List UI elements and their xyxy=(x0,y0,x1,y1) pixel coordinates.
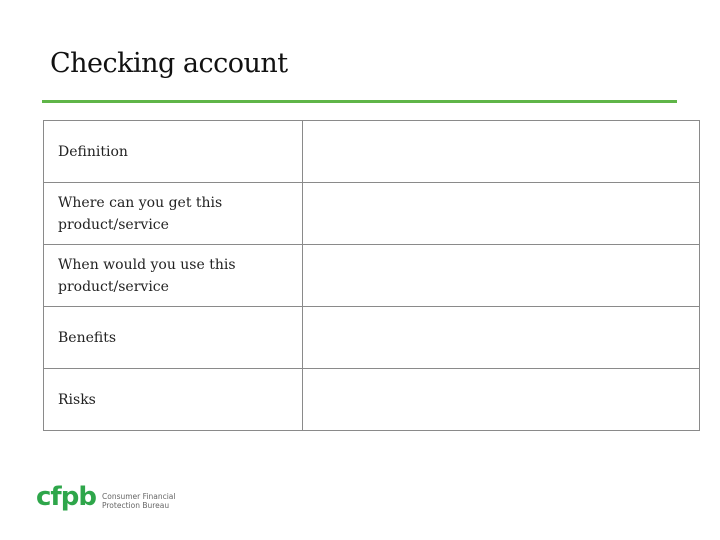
cfpb-logo-mark: cfpb xyxy=(36,482,96,512)
cfpb-logo-line-2: Protection Bureau xyxy=(102,501,170,510)
title-divider xyxy=(42,100,677,103)
table-row xyxy=(44,369,700,431)
answer-cell-where xyxy=(303,183,700,245)
worksheet-table xyxy=(43,120,700,431)
answer-cell-benefits xyxy=(303,307,700,369)
table-row xyxy=(44,307,700,369)
table-row xyxy=(44,183,700,245)
row-label-when: When would you use this product/service xyxy=(44,245,303,307)
row-label-definition: Definition xyxy=(44,121,303,183)
answer-cell-when xyxy=(303,245,700,307)
answer-cell-definition xyxy=(303,121,700,183)
row-label-benefits: Benefits xyxy=(44,307,303,369)
cfpb-logo xyxy=(36,478,184,524)
slide-title: Checking account xyxy=(50,48,288,79)
row-label-where: Where can you get this product/service xyxy=(44,183,303,245)
cfpb-logo-line-1: Consumer Financial xyxy=(102,492,176,501)
table-row xyxy=(44,121,700,183)
table-row xyxy=(44,245,700,307)
cfpb-logo-text xyxy=(102,492,182,510)
answer-cell-risks xyxy=(303,369,700,431)
row-label-risks: Risks xyxy=(44,369,303,431)
